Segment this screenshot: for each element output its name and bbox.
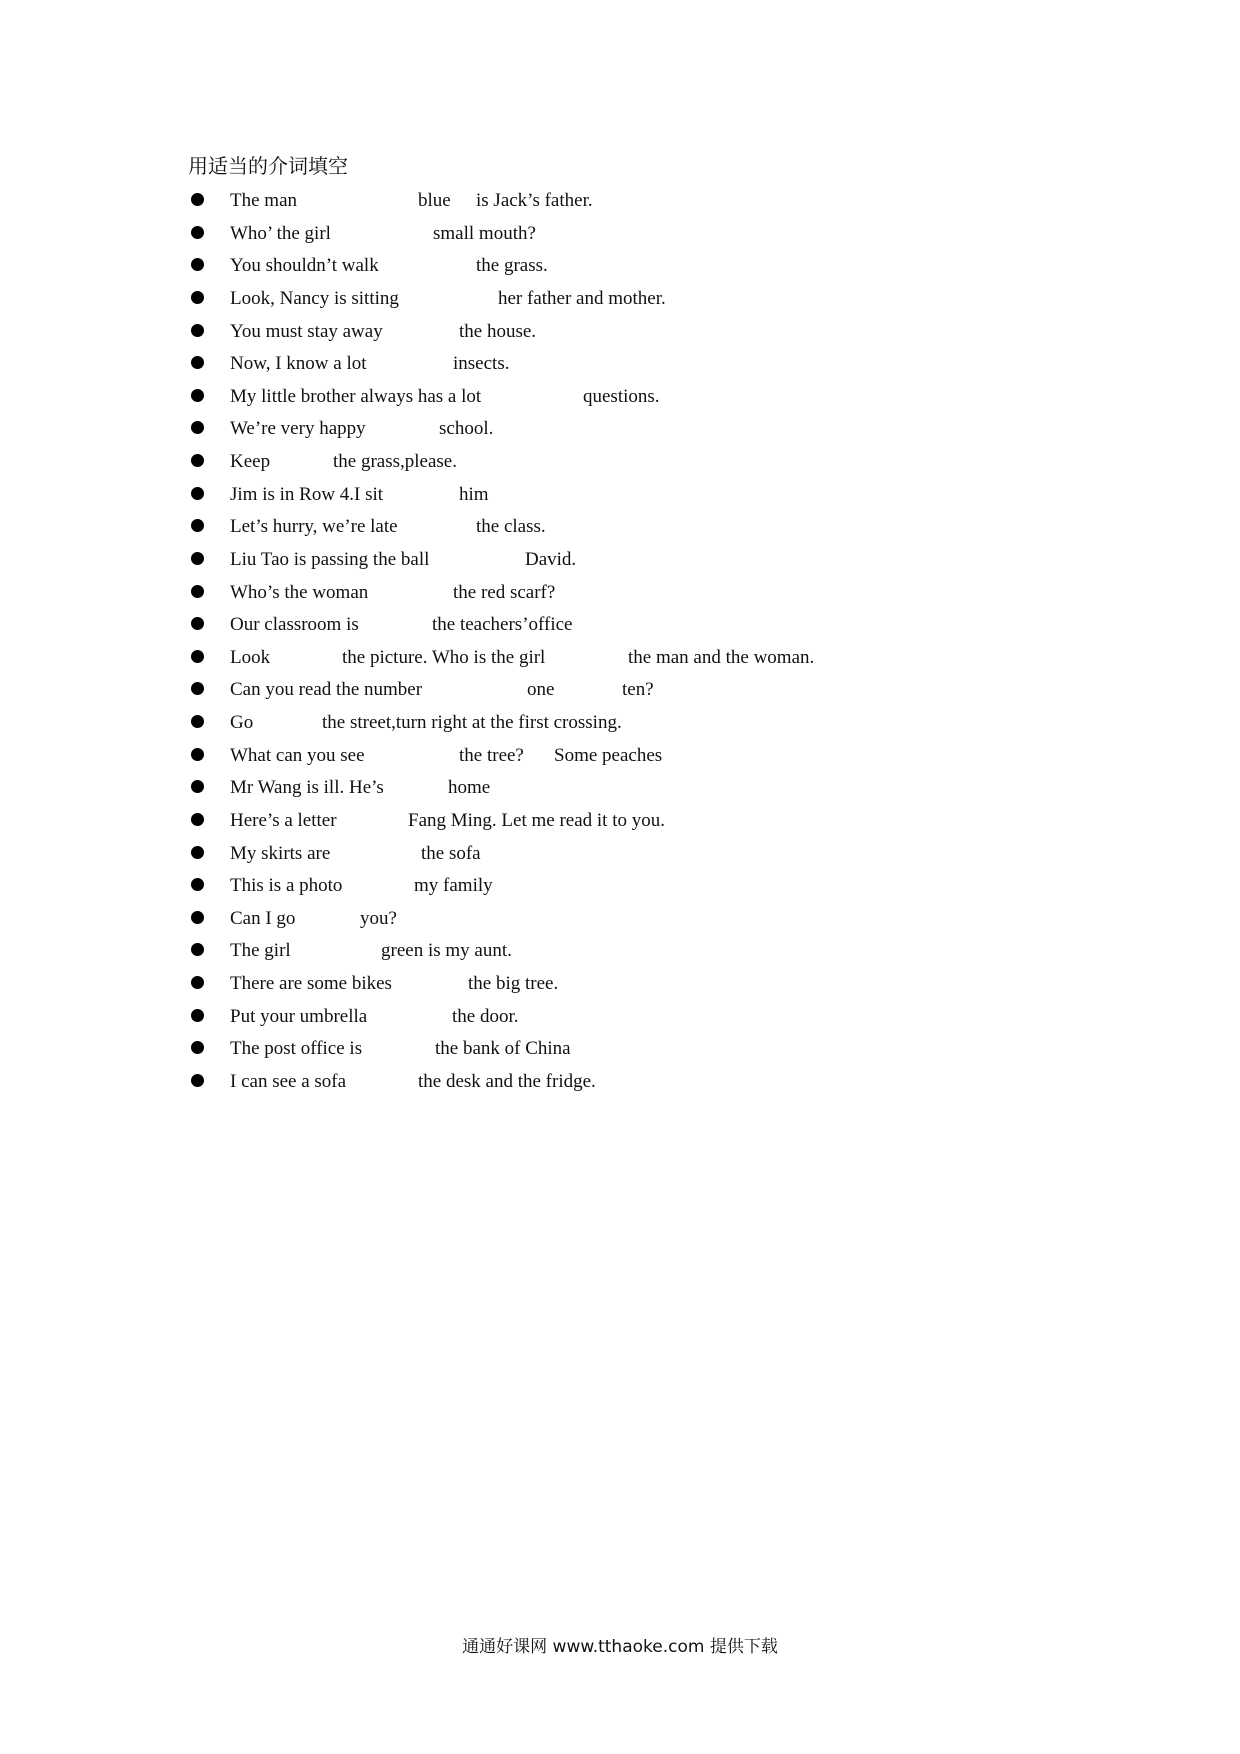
- bullet-icon: [191, 258, 204, 271]
- sentence-fragment: My little brother always has a lot: [230, 385, 482, 407]
- footer-text: 通通好课网 www.tthaoke.com 提供下载: [462, 1637, 778, 1657]
- sentence-fragment: the door.: [452, 1005, 519, 1027]
- sentence-fragment: Keep: [230, 451, 271, 472]
- bullet-icon: [191, 193, 204, 206]
- bullet-icon: [191, 780, 204, 793]
- bullet-icon: [191, 650, 204, 663]
- sentence-fragment: Go: [230, 712, 254, 733]
- sentence-fragment: the man and the woman.: [628, 646, 815, 668]
- sentence-fragment: the grass,please.: [333, 451, 457, 472]
- sentence-fragment: Now, I know a lot: [230, 353, 367, 375]
- sentence-fragment: the picture. Who is the girl: [342, 646, 546, 668]
- sentence-fragment: Who’s the woman: [230, 581, 369, 603]
- sentence-fragment: You shouldn’t walk: [230, 255, 379, 277]
- sentence-fragment: blue: [418, 190, 451, 211]
- sentence-fragment: Can you read the number: [230, 679, 423, 701]
- bullet-icon: [191, 813, 204, 826]
- bullet-icon: [191, 226, 204, 239]
- bullet-icon: [191, 421, 204, 434]
- sentence-fragment: Look: [230, 646, 271, 668]
- sentence-fragment: questions.: [583, 385, 660, 407]
- sentence-fragment: I can see a sofa: [230, 1070, 347, 1092]
- sentence-fragment: Look, Nancy is sitting: [230, 287, 399, 309]
- sentence-fragment: We’re very happy: [230, 418, 366, 440]
- bullet-icon: [191, 454, 204, 467]
- bullet-icon: [191, 878, 204, 891]
- bullet-icon: [191, 846, 204, 859]
- sentence-fragment: Fang Ming. Let me read it to you.: [408, 809, 665, 831]
- bullet-icon: [191, 943, 204, 956]
- sentence-fragment: ten?: [622, 679, 654, 701]
- sentence-fragment: the big tree.: [468, 973, 559, 994]
- sentence-fragment: the street,turn right at the first crossing.: [322, 712, 622, 733]
- sentence-fragment: Who’ the girl: [230, 222, 331, 244]
- sentence-fragment: What can you see: [230, 744, 365, 766]
- bullet-icon: [191, 324, 204, 337]
- sentence-fragment: This is a photo: [230, 875, 343, 897]
- sentence-fragment: you?: [360, 907, 397, 929]
- sentence-fragment: small mouth?: [433, 222, 536, 244]
- sentence-fragment: insects.: [453, 353, 510, 375]
- sentence-fragment: the desk and the fridge.: [418, 1070, 596, 1092]
- sentence-fragment: Put your umbrella: [230, 1005, 368, 1027]
- sentence-fragment: You must stay away: [230, 320, 383, 342]
- bullet-icon: [191, 552, 204, 565]
- sentence-fragment: The girl: [230, 940, 291, 962]
- bullet-icon: [191, 519, 204, 532]
- bullet-icon: [191, 748, 204, 761]
- bullet-icon: [191, 617, 204, 630]
- bullet-icon: [191, 585, 204, 598]
- bullet-icon: [191, 356, 204, 369]
- sentence-fragment: the grass.: [476, 255, 548, 277]
- sentence-fragment: the red scarf?: [453, 581, 556, 603]
- sentence-fragment: green is my aunt.: [381, 940, 512, 962]
- sentence-fragment: the teachers’office: [432, 614, 573, 636]
- sentence-fragment: her father and mother.: [498, 287, 666, 309]
- sentence-fragment: him: [459, 483, 489, 505]
- bullet-icon: [191, 1009, 204, 1022]
- sentence-fragment: the house.: [459, 320, 537, 342]
- bullet-icon: [191, 1041, 204, 1054]
- sentence-fragment: my family: [414, 875, 493, 897]
- sentence-fragment: My skirts are: [230, 842, 331, 864]
- bullet-icon: [191, 1074, 204, 1087]
- sentence-fragment: the tree?: [459, 744, 524, 766]
- sentence-fragment: The post office is: [230, 1038, 363, 1060]
- sentence-fragment: school.: [439, 418, 494, 440]
- bullet-icon: [191, 389, 204, 402]
- bullet-icon: [191, 682, 204, 695]
- bullet-icon: [191, 487, 204, 500]
- bullet-icon: [191, 911, 204, 924]
- sentence-fragment: There are some bikes: [230, 973, 392, 994]
- sentence-fragment: Here’s a letter: [230, 809, 337, 831]
- sentence-fragment: The man: [230, 190, 298, 211]
- sentence-fragment: Some peaches: [554, 744, 663, 766]
- sentence-fragment: is Jack’s father.: [476, 190, 593, 211]
- bullet-icon: [191, 291, 204, 304]
- sentence-fragment: Jim is in Row 4.I sit: [230, 483, 384, 505]
- sentence-fragment: Our classroom is: [230, 614, 359, 636]
- sentence-fragment: home: [448, 777, 491, 799]
- sentence-fragment: Liu Tao is passing the ball: [230, 548, 430, 570]
- sentence-fragment: one: [527, 679, 555, 701]
- sentence-fragment: Let’s hurry, we’re late: [230, 516, 398, 538]
- sentence-fragment: David.: [525, 548, 577, 570]
- sentence-fragment: the bank of China: [435, 1038, 571, 1060]
- bullet-icon: [191, 715, 204, 728]
- page-title: 用适当的介词填空: [188, 154, 348, 178]
- sentence-fragment: the class.: [476, 516, 546, 538]
- sentence-fragment: Can I go: [230, 907, 296, 929]
- sentence-fragment: the sofa: [421, 842, 481, 864]
- bullet-icon: [191, 976, 204, 989]
- sentence-fragment: Mr Wang is ill. He’s: [230, 777, 384, 799]
